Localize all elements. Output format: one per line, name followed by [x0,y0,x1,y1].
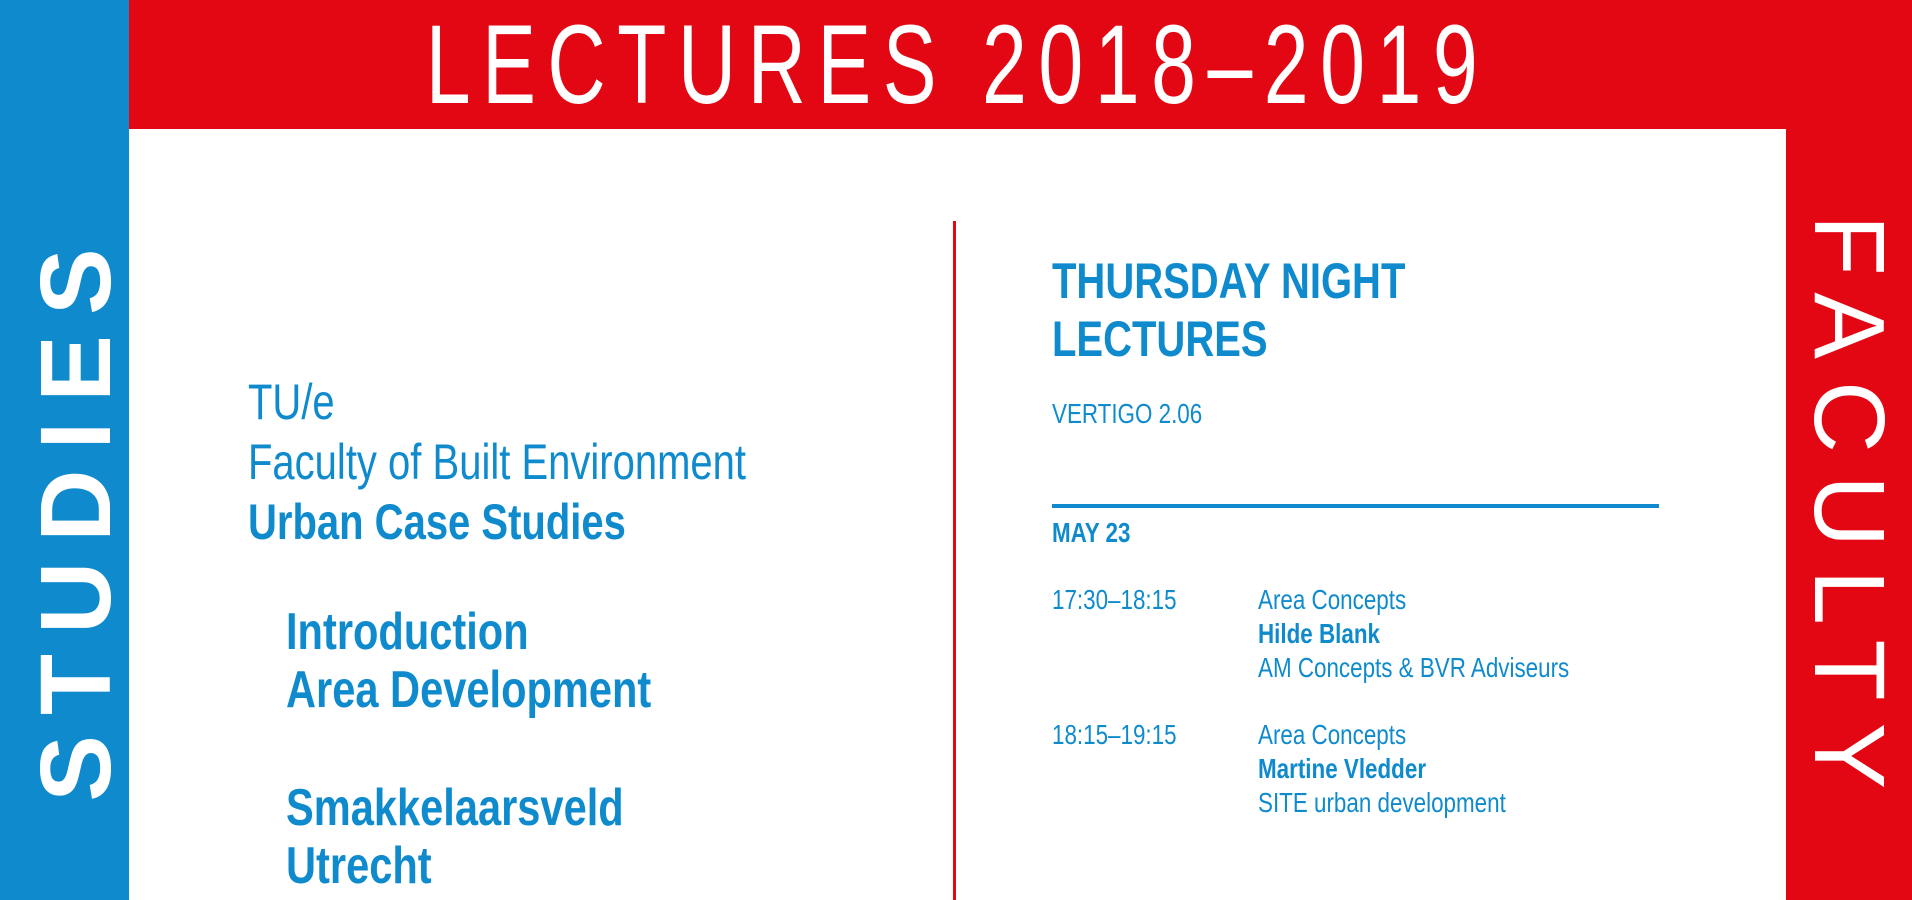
topic-line: Introduction [286,603,529,661]
topic-line: Utrecht [286,837,432,895]
intro-block [248,372,871,552]
faculty-name: Faculty of Built Environment [248,434,746,490]
topic-line: Area Development [286,661,652,719]
event-title [1052,252,1494,368]
event-title-line: LECTURES [1052,311,1268,367]
session-details [1258,718,1568,820]
column-divider [953,221,956,900]
institution-name: TU/e [248,374,335,430]
date-text: MAY 23 [1052,517,1131,548]
topic-line: Smakkelaarsveld [286,779,624,837]
date-rule [1052,504,1659,508]
session-time: 18:15–19:15 [1052,719,1177,750]
session-subject: Area Concepts [1258,584,1407,615]
topic-introduction [286,603,743,719]
session-details [1258,583,1647,685]
side-label-faculty: FACULTY [1793,214,1905,812]
side-label-studies: STUDIES [20,228,132,802]
session-speaker: Martine Vledder [1258,753,1427,784]
session-time: 17:30–18:15 [1052,584,1177,615]
event-title-line: THURSDAY NIGHT [1052,253,1406,309]
session-organization: AM Concepts & BVR Adviseurs [1258,652,1570,683]
session-organization: SITE urban development [1258,787,1506,818]
header-title: LECTURES 2018–2019 [425,1,1490,127]
venue-text: VERTIGO 2.06 [1052,398,1203,429]
topic-smakkelaarsveld [286,779,708,895]
program-name: Urban Case Studies [248,494,626,550]
session-subject: Area Concepts [1258,719,1407,750]
event-date [1052,516,1150,550]
event-venue [1052,397,1240,431]
session-speaker: Hilde Blank [1258,618,1380,649]
